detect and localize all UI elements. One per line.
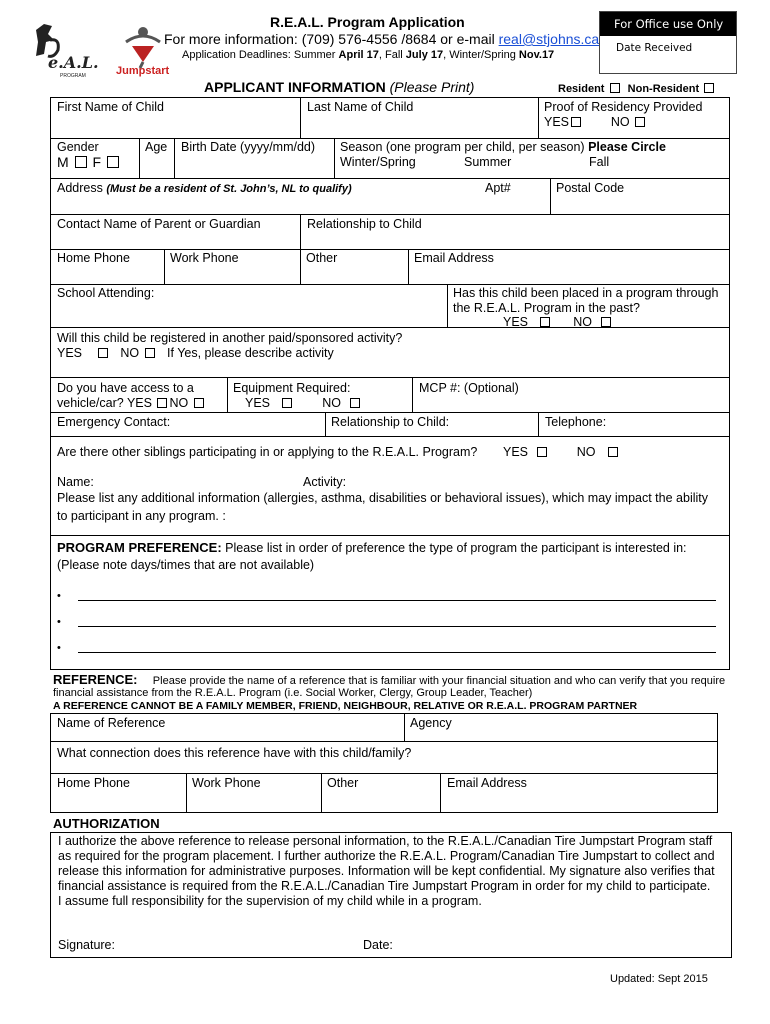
siblings-question: Are there other siblings participating in or applying to the R.E.A.L. Program? (57, 445, 478, 459)
authorization-heading: AUTHORIZATION (53, 816, 160, 831)
first-name-field[interactable] (52, 116, 298, 136)
equipment-yes-checkbox[interactable] (282, 398, 292, 408)
reference-name-label: Name of Reference (57, 716, 166, 730)
reference-other-label: Other (327, 776, 359, 790)
gender-f-checkbox[interactable] (107, 156, 119, 168)
authorization-line-3: release this information for administrative purposes. Information will be kept confidential. My signature also verifies that (58, 864, 715, 878)
vehicle-choice: vehicle/car? YES NO (57, 396, 206, 411)
age-label: Age (145, 140, 168, 154)
authorization-line-4: financial assistance is required from the R.E.A.L./Canadian Tire Jumpstart Program in order for my child to participate. (58, 879, 711, 893)
authorization-line-1: I authorize the above reference to release personal information, to the R.E.A.L./Canadian Tire Jumpstart Program staff (58, 834, 713, 848)
placed-question-1: Has this child been placed in a program through (453, 286, 719, 300)
additional-info-line-2: to participant in any program. : (57, 509, 226, 523)
preference-line-3[interactable] (78, 652, 716, 653)
birth-date-label: Birth Date (yyyy/mm/dd) (181, 140, 316, 154)
reference-home-phone-label: Home Phone (57, 776, 130, 790)
preference-bullet-3: • (57, 642, 61, 654)
proof-residency-label: Proof of Residency Provided (544, 100, 703, 114)
sibling-name-label: Name: (57, 475, 94, 489)
season-winter-option[interactable]: Winter/Spring (340, 155, 416, 169)
address-label: Address (Must be a resident of St. John’s, NL to qualify) (57, 181, 352, 195)
real-program-logo (30, 20, 99, 79)
svg-text:PROGRAM: PROGRAM (60, 73, 86, 79)
gender-choice: M F (57, 155, 121, 170)
email-address-label: Email Address (414, 251, 494, 265)
registered-no-checkbox[interactable] (145, 348, 155, 358)
page-title: R.E.A.L. Program Application (270, 14, 465, 30)
non-resident-checkbox[interactable] (704, 83, 714, 93)
program-preference-note: (Please note days/times that are not available) (57, 558, 315, 572)
proof-no-checkbox[interactable] (635, 117, 645, 127)
placed-question-2: the R.E.A.L. Program in the past? (453, 301, 640, 315)
additional-info-line-1: Please list any additional information (allergies, asthma, disabilities or behavioral issues), which may impact the ability (57, 491, 708, 505)
relationship-label: Relationship to Child (307, 217, 422, 231)
signature-label: Signature: (58, 938, 115, 952)
vehicle-question-1: Do you have access to a (57, 381, 194, 395)
placed-no-checkbox[interactable] (601, 317, 611, 327)
mcp-label: MCP #: (Optional) (419, 381, 519, 395)
preference-line-1[interactable] (78, 600, 716, 601)
gender-m-checkbox[interactable] (75, 156, 87, 168)
gender-label: Gender (57, 140, 99, 154)
contact-info: For more information: (709) 576-4556 /8684 or e-mail real@stjohns.ca (164, 31, 600, 47)
program-preference-heading: PROGRAM PREFERENCE: Please list in order of preference the type of program the participant is interested in: (57, 540, 687, 555)
season-label: Season (one program per child, per season) Please Circle (340, 140, 666, 154)
email-link[interactable]: real@stjohns.ca (498, 31, 600, 47)
work-phone-label: Work Phone (170, 251, 239, 265)
placed-choice: YES NO (503, 315, 613, 330)
updated-date: Updated: Sept 2015 (610, 973, 708, 985)
vehicle-no-checkbox[interactable] (194, 398, 204, 408)
equipment-no-checkbox[interactable] (350, 398, 360, 408)
contact-name-label: Contact Name of Parent or Guardian (57, 217, 261, 231)
siblings-no-checkbox[interactable] (608, 447, 618, 457)
last-name-label: Last Name of Child (307, 100, 414, 114)
postal-code-label: Postal Code (556, 181, 625, 195)
emergency-relationship-label: Relationship to Child: (331, 415, 450, 429)
office-use-box (599, 11, 737, 74)
siblings-yes-checkbox[interactable] (537, 447, 547, 457)
reference-agency-label: Agency (410, 716, 452, 730)
registered-question: Will this child be registered in another paid/sponsored activity? (57, 331, 403, 345)
date-received-label: Date Received (616, 42, 693, 54)
preference-line-2[interactable] (78, 626, 716, 627)
apt-label: Apt# (485, 181, 511, 195)
vehicle-yes-checkbox[interactable] (157, 398, 167, 408)
jumpstart-logo (112, 22, 172, 80)
reference-warning: A REFERENCE CANNOT BE A FAMILY MEMBER, FRIEND, NEIGHBOUR, RELATIVE OR R.E.A.L. PROGRAM PARTNER (53, 700, 638, 712)
date-field[interactable] (398, 936, 698, 954)
first-name-label: First Name of Child (57, 100, 164, 114)
signature-field[interactable] (122, 936, 352, 954)
registered-choice: YES NO If Yes, please describe activity (57, 346, 334, 360)
preference-bullet-1: • (57, 590, 61, 602)
date-label: Date: (363, 938, 393, 952)
resident-choice: Resident Non-Resident (558, 82, 716, 97)
other-phone-label: Other (306, 251, 338, 265)
placed-yes-checkbox[interactable] (540, 317, 550, 327)
authorization-line-2: as required for the program placement. I further authorize the R.E.A.L. Program/Canadian Tire Jumpstart to collect and (58, 849, 715, 863)
season-summer-option[interactable]: Summer (464, 155, 512, 169)
resident-checkbox[interactable] (610, 83, 620, 93)
office-use-heading: For Office use Only (600, 12, 736, 36)
equipment-label: Equipment Required: (233, 381, 351, 395)
reference-connection-label: What connection does this reference have with this child/family? (57, 746, 412, 760)
last-name-field[interactable] (302, 116, 536, 136)
siblings-choice: YES NO (503, 445, 620, 460)
proof-residency-choice: YES NO (544, 115, 647, 130)
reference-work-phone-label: Work Phone (192, 776, 261, 790)
authorization-line-5: I assume full responsibility for the supervision of my child while in a program. (58, 894, 482, 908)
school-label: School Attending: (57, 286, 155, 300)
preference-bullet-2: • (57, 616, 61, 628)
reference-intro-2: financial assistance from the R.E.A.L. Program (i.e. Social Worker, Clergy, Group Leader, Teacher) (53, 687, 533, 699)
registered-yes-checkbox[interactable] (98, 348, 108, 358)
sibling-activity-label: Activity: (303, 475, 347, 489)
equipment-choice: YES NO (245, 396, 362, 411)
home-phone-label: Home Phone (57, 251, 130, 265)
deadlines: Application Deadlines: Summer April 17, Fall July 17, Winter/Spring Nov.17 (182, 49, 555, 61)
reference-email-label: Email Address (447, 776, 527, 790)
applicant-heading: APPLICANT INFORMATION (Please Print) (204, 79, 475, 95)
emergency-contact-label: Emergency Contact: (57, 415, 171, 429)
proof-yes-checkbox[interactable] (571, 117, 581, 127)
svg-text:e.A.L.: e.A.L. (48, 53, 99, 72)
emergency-telephone-label: Telephone: (545, 415, 607, 429)
reference-intro: REFERENCE: Please provide the name of a reference that is familiar with your financial situation and who can verify that you require (53, 672, 726, 687)
season-fall-option[interactable]: Fall (589, 155, 610, 169)
jumpstart-logo-text: Jumpstart (116, 65, 170, 77)
